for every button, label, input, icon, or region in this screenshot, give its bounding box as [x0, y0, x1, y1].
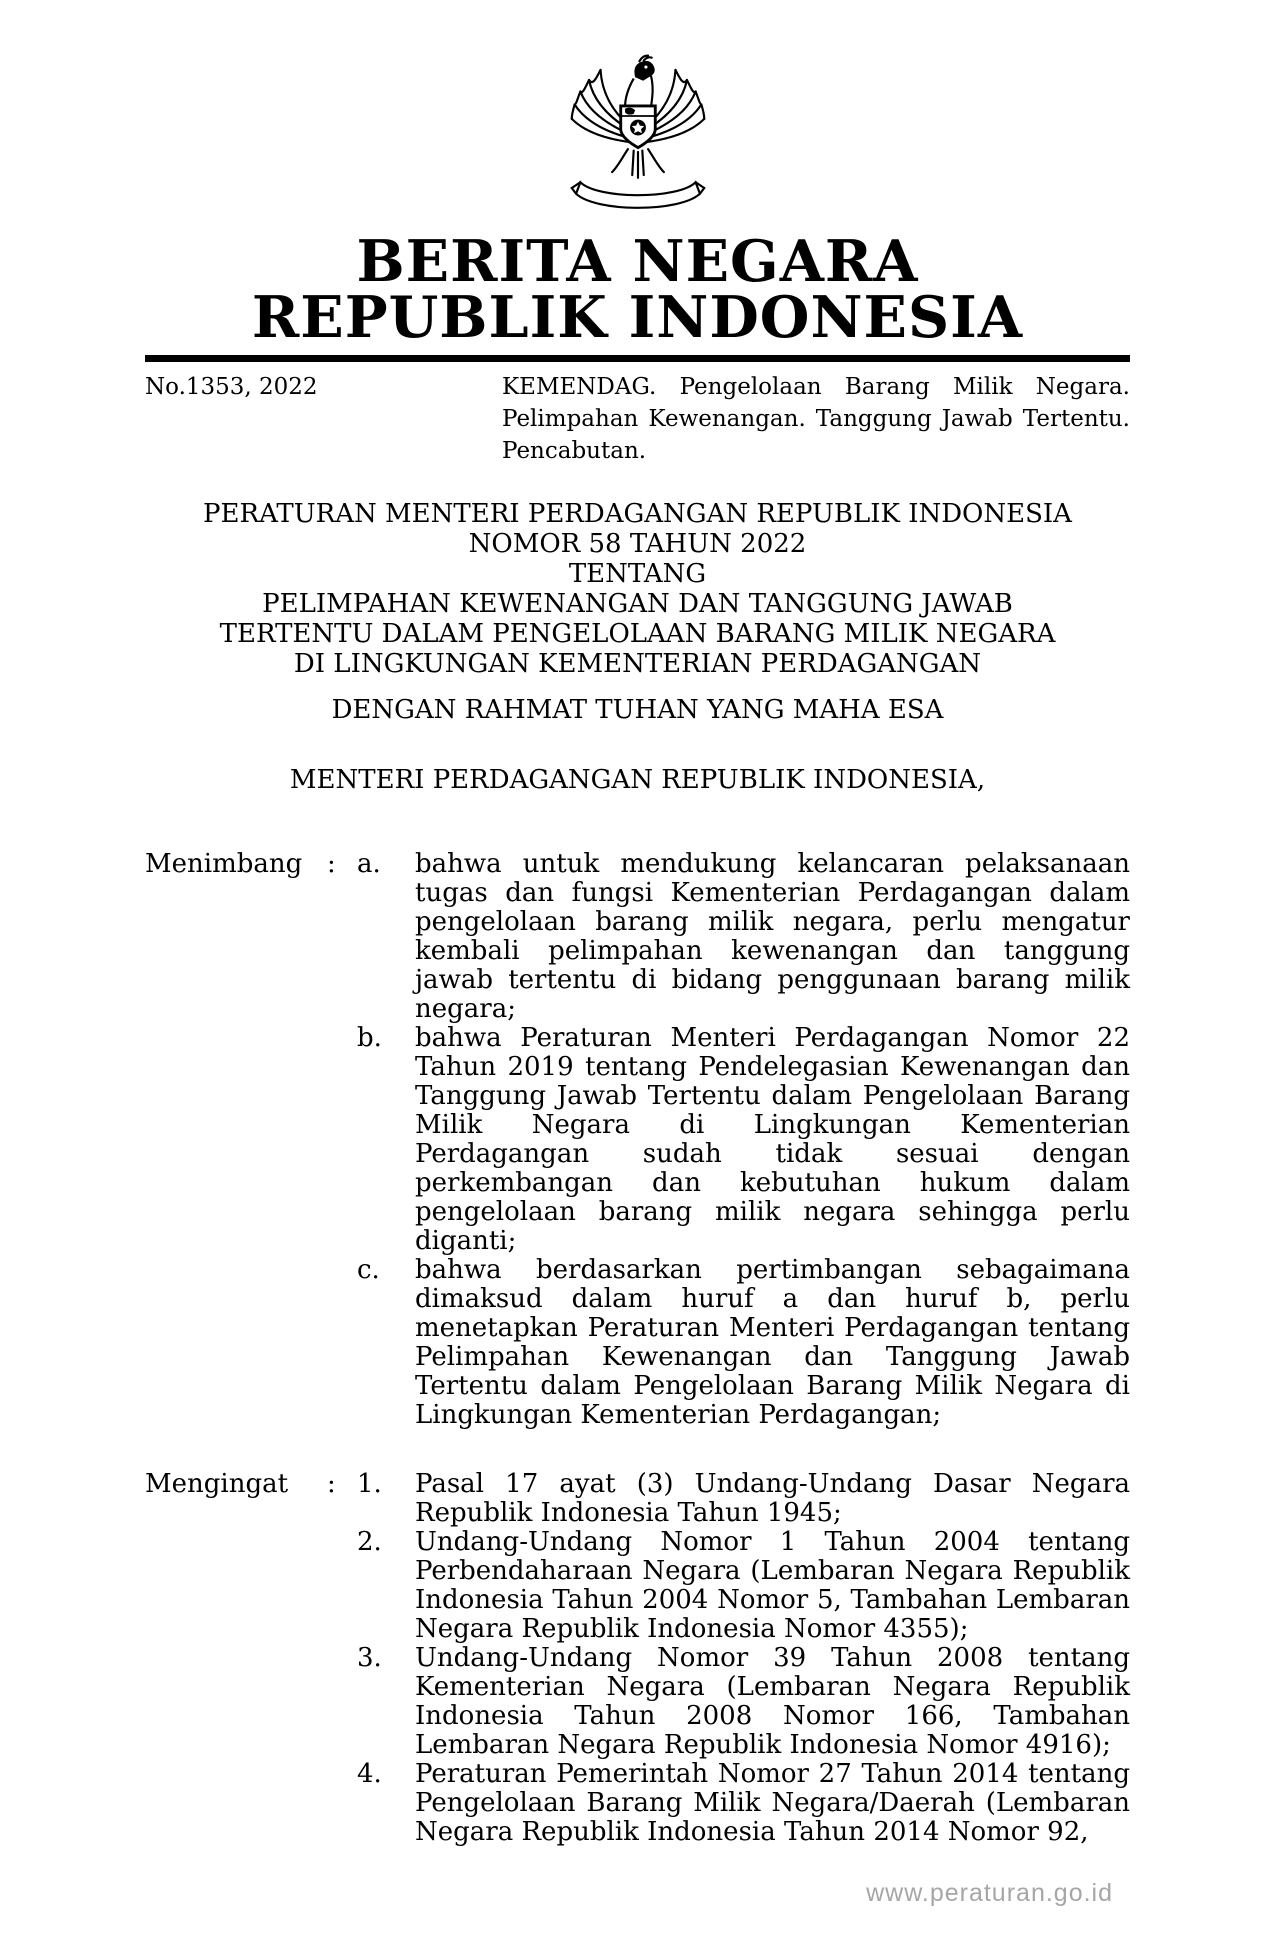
legal-basis-label: Mengingat: [145, 1469, 289, 1499]
item-text: bahwa berdasarkan pertimbangan sebagaimana dimaksud dalam huruf a dan huruf b, perlu menetapkan Peraturan Menteri Perdagangan tentang Pelimpahan Kewenangan dan Tanggung Jawab Tertentu dalam Pengelolaan Barang Milik Negara di Lingkungan Kementerian Perdagangan;: [415, 1255, 1130, 1430]
consideration-item: [357, 1256, 1130, 1430]
legal-basis-section: [145, 1470, 1130, 1847]
authority-line: MENTERI PERDAGANGAN REPUBLIK INDONESIA,: [289, 765, 986, 795]
considerations-section: [145, 850, 1130, 1430]
regulation-title: [145, 499, 1130, 679]
masthead-line-1: BERITA NEGARA: [356, 228, 919, 295]
regulation-title-line: TENTANG: [568, 559, 707, 589]
item-marker: 3.: [357, 1643, 382, 1673]
item-marker: 4.: [357, 1759, 382, 1789]
legal-basis-colon: :: [327, 1469, 336, 1499]
gazette-number: No.1353, 2022: [145, 374, 318, 400]
masthead: [145, 228, 1130, 351]
item-marker: c.: [357, 1255, 380, 1285]
consideration-item: [357, 850, 1130, 1024]
legal-basis-item: [357, 1528, 1130, 1644]
footer-url: www.peraturan.go.id: [866, 1879, 1113, 1907]
item-text: Peraturan Pemerintah Nomor 27 Tahun 2014 tentang Pengelolaan Barang Milik Negara/Daerah (Lembaran Negara Republik Indonesia Tahun 2014 Nomor 92,: [415, 1759, 1130, 1847]
regulation-title-line: PERATURAN MENTERI PERDAGANGAN REPUBLIK INDONESIA: [203, 499, 1072, 529]
regulation-title-line: TERTENTU DALAM PENGELOLAAN BARANG MILIK NEGARA: [219, 619, 1056, 649]
document-content: [145, 228, 1130, 1847]
item-text: Pasal 17 ayat (3) Undang-Undang Dasar Negara Republik Indonesia Tahun 1945;: [415, 1469, 1130, 1528]
regulation-title-line: PELIMPAHAN KEWENANGAN DAN TANGGUNG JAWAB: [262, 589, 1013, 619]
regulation-title-line: DI LINGKUNGAN KEMENTERIAN PERDAGANGAN: [293, 649, 982, 679]
item-marker: b.: [357, 1023, 382, 1053]
considerations-label: Menimbang: [145, 849, 303, 879]
item-text: bahwa untuk mendukung kelancaran pelaksanaan tugas dan fungsi Kementerian Perdagangan dalam pengelolaan barang milik negara, perlu mengatur kembali pelimpahan kewenangan dan tanggung jawab tertentu di bidang penggunaan barang milik negara;: [415, 849, 1130, 1024]
legal-basis-item: [357, 1644, 1130, 1760]
item-text: Undang-Undang Nomor 39 Tahun 2008 tentang Kementerian Negara (Lembaran Negara Republik Indonesia Tahun 2008 Nomor 166, Tambahan Lembaran Negara Republik Indonesia Nomor 4916);: [415, 1643, 1130, 1760]
consideration-item: [357, 1024, 1130, 1256]
regulation-title-line: NOMOR 58 TAHUN 2022: [468, 529, 807, 559]
legal-basis-items: [357, 1470, 1130, 1847]
item-text: Undang-Undang Nomor 1 Tahun 2004 tentang Perbendaharaan Negara (Lembaran Negara Republik Indonesia Tahun 2004 Nomor 5, Tambahan Lembaran Negara Republik Indonesia Nomor 4355);: [415, 1527, 1130, 1644]
masthead-line-2: REPUBLIK INDONESIA: [251, 284, 1024, 351]
item-marker: 2.: [357, 1527, 382, 1557]
masthead-divider: [145, 355, 1130, 362]
subject-abstract: KEMENDAG. Pengelolaan Barang Milik Negara. Pelimpahan Kewenangan. Tanggung Jawab Tertentu. Pencabutan.: [502, 374, 1130, 464]
legal-basis-item: [357, 1760, 1130, 1847]
garuda-pancasila-emblem: [558, 44, 718, 224]
considerations-colon: :: [327, 849, 336, 879]
considerations-items: [357, 850, 1130, 1430]
item-marker: 1.: [357, 1469, 382, 1499]
legal-basis-item: [357, 1470, 1130, 1528]
item-marker: a.: [357, 849, 381, 879]
item-text: bahwa Peraturan Menteri Perdagangan Nomor 22 Tahun 2019 tentang Pendelegasian Kewenangan dan Tanggung Jawab Tertentu dalam Pengelolaan Barang Milik Negara di Lingkungan Kementerian Perdagangan sudah tidak sesuai dengan perkembangan dan kebutuhan hukum dalam pengelolaan barang milik negara sehingga perlu diganti;: [415, 1023, 1130, 1256]
invocation-line: DENGAN RAHMAT TUHAN YANG MAHA ESA: [331, 695, 944, 725]
gazette-header-row: [145, 371, 1130, 467]
